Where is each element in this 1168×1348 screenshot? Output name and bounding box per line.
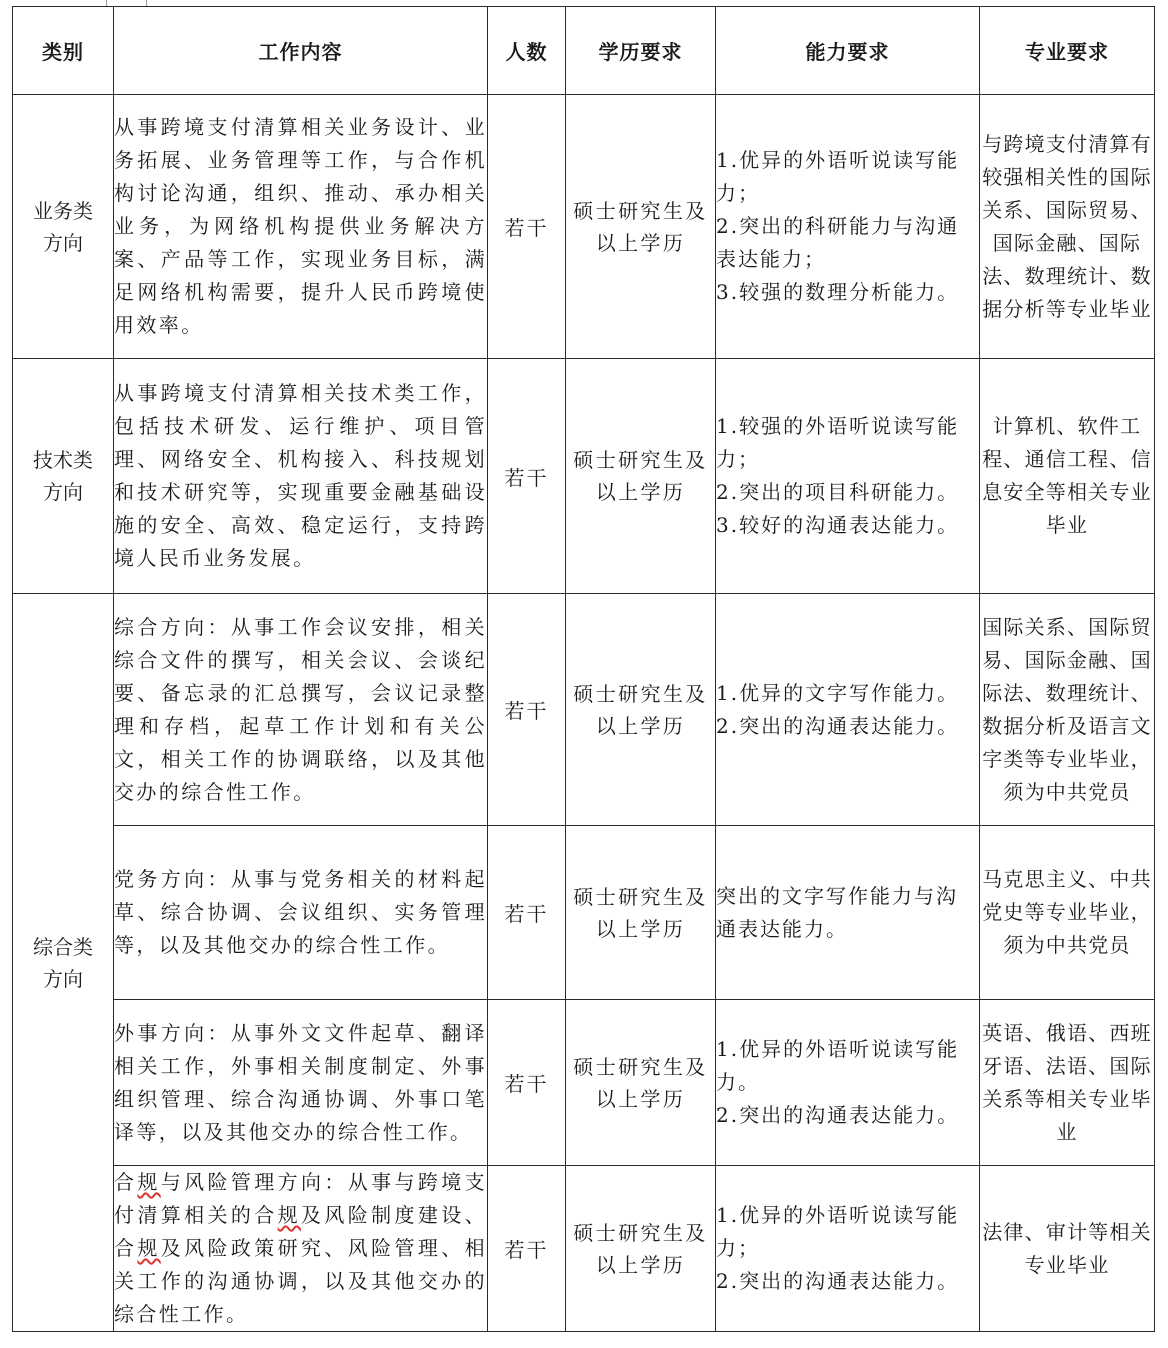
major-cell: 马克思主义、中共党史等专业毕业，须为中共党员 xyxy=(980,826,1155,1000)
category-cell xyxy=(13,359,114,594)
table-row xyxy=(13,95,1155,359)
content-cell: 外事方向：从事外文文件起草、翻译相关工作，外事相关制度制定、外事组织管理、综合沟通协调、外事口笔译等，以及其他交办的综合性工作。 xyxy=(114,1000,488,1166)
ability-item: 3.较好的沟通表达能力。 xyxy=(716,513,960,537)
ability-item: 1.优异的外语听说读写能力； xyxy=(716,1203,960,1260)
table-row xyxy=(13,359,1155,594)
header-major: 专业要求 xyxy=(980,7,1155,95)
education-cell: 硕士研究生及以上学历 xyxy=(566,594,716,826)
content-cell: 综合方向：从事工作会议安排，相关综合文件的撰写，相关会议、会谈纪要、备忘录的汇总撰写，会议记录整理和存档，起草工作计划和有关公文，相关工作的协调联络，以及其他交办的综合性工作。 xyxy=(114,594,488,826)
ability-item: 3.较强的数理分析能力。 xyxy=(716,280,960,304)
count-cell: 若干 xyxy=(488,1000,566,1166)
ability-cell xyxy=(716,826,980,1000)
spellcheck-underline: 规 xyxy=(277,1203,301,1227)
ability-cell xyxy=(716,359,980,594)
ability-item: 2.突出的沟通表达能力。 xyxy=(716,1269,960,1293)
education-cell: 硕士研究生及以上学历 xyxy=(566,95,716,359)
ability-item: 2.突出的科研能力与沟通表达能力； xyxy=(716,214,960,271)
table-row xyxy=(13,594,1155,826)
content-text: 合 xyxy=(114,1170,138,1194)
ability-item: 1.优异的外语听说读写能力； xyxy=(716,148,960,205)
ability-item: 1.优异的文字写作能力。 xyxy=(716,680,960,705)
content-cell: 从事跨境支付清算相关业务设计、业务拓展、业务管理等工作，与合作机构讨论沟通，组织、推动、承办相关业务，为网络机构提供业务解决方案、产品等工作，实现业务目标，满足网络机构需要，提升人民币跨境使用效率。 xyxy=(114,95,488,359)
recruitment-table xyxy=(12,6,1155,1332)
ability-cell xyxy=(716,594,980,826)
ability-item: 2.突出的沟通表达能力。 xyxy=(716,713,960,738)
education-cell: 硕士研究生及以上学历 xyxy=(566,1000,716,1166)
ability-item: 1.较强的外语听说读写能力； xyxy=(716,414,960,471)
header-content: 工作内容 xyxy=(114,7,488,95)
header-education: 学历要求 xyxy=(566,7,716,95)
spellcheck-underline: 规 xyxy=(137,1170,161,1194)
count-cell: 若干 xyxy=(488,95,566,359)
header-ability: 能力要求 xyxy=(716,7,980,95)
major-cell: 国际关系、国际贸易、国际金融、国际法、数理统计、数据分析及语言文字类等专业毕业，须为中共党员 xyxy=(980,594,1155,826)
ability-cell xyxy=(716,95,980,359)
major-cell: 计算机、软件工程、通信工程、信息安全等相关专业毕业 xyxy=(980,359,1155,594)
content-text: 及风险政策研究、风险管理、相关工作的沟通协调，以及其他交办的综合性工作。 xyxy=(114,1236,487,1326)
count-cell: 若干 xyxy=(488,359,566,594)
content-cell xyxy=(114,1166,488,1332)
education-cell: 硕士研究生及以上学历 xyxy=(566,359,716,594)
table-row xyxy=(13,1000,1155,1166)
ability-item: 2.突出的沟通表达能力。 xyxy=(716,1103,960,1127)
major-cell: 法律、审计等相关专业毕业 xyxy=(980,1166,1155,1332)
major-cell: 与跨境支付清算有较强相关性的国际关系、国际贸易、国际金融、国际法、数理统计、数据分析等专业毕业 xyxy=(980,95,1155,359)
ability-item: 2.突出的项目科研能力。 xyxy=(716,480,960,504)
content-cell: 从事跨境支付清算相关技术类工作，包括技术研发、运行维护、项目管理、网络安全、机构接入、科技规划和技术研究等，实现重要金融基础设施的安全、高效、稳定运行，支持跨境人民币业务发展。 xyxy=(114,359,488,594)
content-text: 与风险管理方向：从事与跨境支付清算相关的合 xyxy=(114,1170,487,1227)
ability-cell xyxy=(716,1000,980,1166)
content-cell: 党务方向：从事与党务相关的材料起草、综合协调、会议组织、实务管理等，以及其他交办的综合性工作。 xyxy=(114,826,488,1000)
count-cell: 若干 xyxy=(488,594,566,826)
spellcheck-underline: 规 xyxy=(137,1236,161,1260)
count-cell: 若干 xyxy=(488,826,566,1000)
category-label: 业务类方向 xyxy=(33,198,93,255)
ability-item: 突出的文字写作能力与沟通表达能力。 xyxy=(716,883,958,941)
ability-cell xyxy=(716,1166,980,1332)
table-row xyxy=(13,826,1155,1000)
category-cell xyxy=(13,95,114,359)
table-header-row xyxy=(13,7,1155,95)
category-cell xyxy=(13,594,114,1332)
education-cell: 硕士研究生及以上学历 xyxy=(566,1166,716,1332)
major-cell: 英语、俄语、西班牙语、法语、国际关系等相关专业毕业 xyxy=(980,1000,1155,1166)
category-label: 综合类方向 xyxy=(33,934,93,991)
header-category: 类别 xyxy=(13,7,114,95)
count-cell: 若干 xyxy=(488,1166,566,1332)
education-cell: 硕士研究生及以上学历 xyxy=(566,826,716,1000)
content-text: 及风险制度建设、合 xyxy=(114,1203,487,1260)
category-label: 技术类方向 xyxy=(33,448,93,504)
ability-item: 1.优异的外语听说读写能力。 xyxy=(716,1037,960,1094)
table-row xyxy=(13,1166,1155,1332)
header-count: 人数 xyxy=(488,7,566,95)
